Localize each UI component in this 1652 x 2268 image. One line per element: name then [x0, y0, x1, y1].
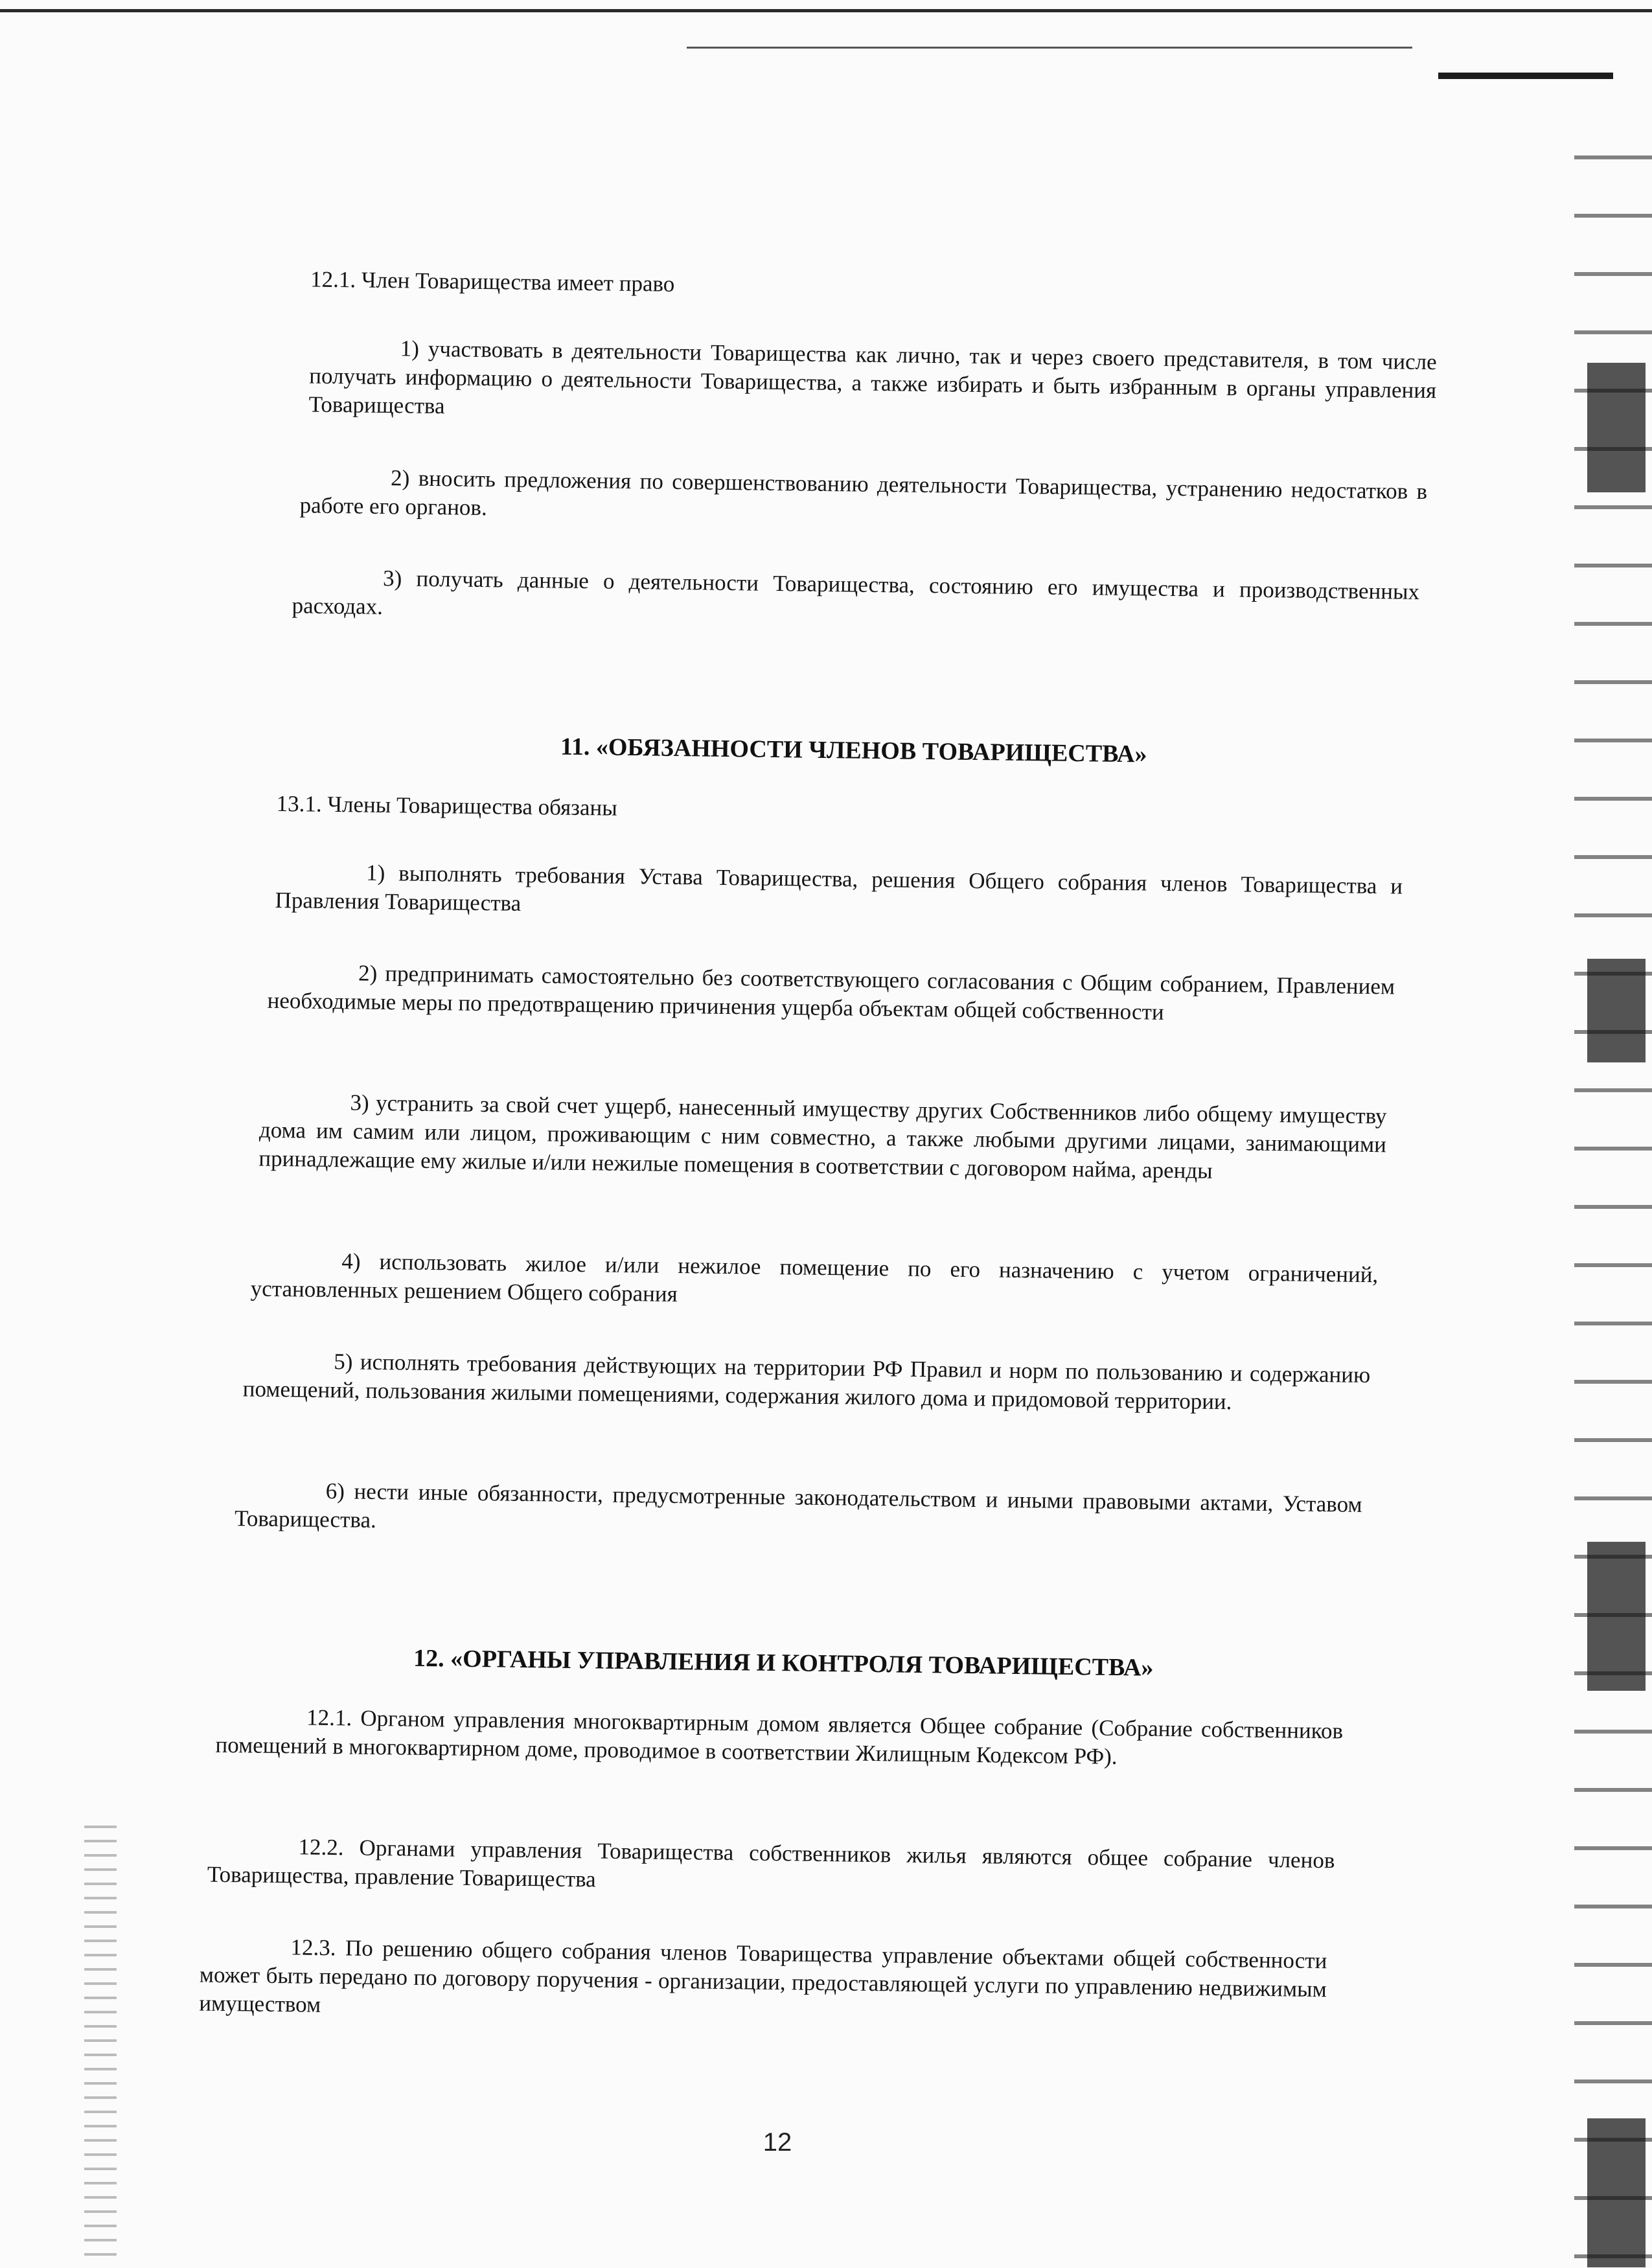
obligations-item-1: 1) выполнять требования Устава Товарищества, решения Общего собрания членов Товарищества и Правления Товарищества — [275, 860, 1403, 916]
obligations-item-5: 5) исполнять требования действующих на территории РФ Правил и норм по пользованию и содержанию помещений, пользования жилыми помещениями, содержания жилого дома и придомовой территории. — [242, 1349, 1371, 1415]
governance-item-3: 12.3. По решению общего собрания членов Товарищества управление объектами общей собственности может быть передано по договору поручения - организации, предоставляющей услуги по управлению недвижимым имуществом — [199, 1934, 1327, 2017]
governance-item-2: 12.2. Органами управления Товарищества собственников жилья являются общее собрание членов Товарищества, правление Товарищества — [207, 1834, 1335, 1892]
rights-intro: 12.1. Член Товарищества имеет право — [310, 266, 675, 297]
obligations-intro: 13.1. Члены Товарищества обязаны — [276, 790, 618, 821]
governance-item-1: 12.1. Органом управления многоквартирным домом является Общее собрание (Собрание собственников помещений в многоквартирном доме, проводимое в соответствии Жилищным Кодексом РФ). — [215, 1704, 1344, 1769]
page-number: 12 — [763, 2128, 792, 2157]
obligations-item-2: 2) предпринимать самостоятельно без соответствующего согласования с Общим собранием, Правлением необходимые меры по предотвращению причинения ущерба объектам общей собственности — [267, 960, 1395, 1025]
obligations-item-4: 4) использовать жилое и/или нежилое помещение по его назначению с учетом ограничений, установленных решением Общего собрания — [250, 1248, 1379, 1307]
obligations-item-3: 3) устранить за свой счет ущерб, нанесенный имуществу других Собственников либо общему имуществу дома им самим или лицом, проживающим с ним совместно, а также любыми другими лицами, занимающими принадлежащие ему жилые и/или нежилые помещения в соответствии с договором найма, аренды — [258, 1090, 1387, 1184]
rights-item-3: 3) получать данные о деятельности Товарищества, состоянию его имущества и производственных расходах. — [292, 565, 1420, 619]
section-12-heading: 12. «ОРГАНЫ УПРАВЛЕНИЯ И КОНТРОЛЯ ТОВАРИЩЕСТВА» — [413, 1644, 1154, 1682]
section-11-heading: 11. «ОБЯЗАННОСТИ ЧЛЕНОВ ТОВАРИЩЕСТВА» — [560, 733, 1147, 768]
rights-item-1: 1) участвовать в деятельности Товарищества как лично, так и через своего представителя, в том числе получать информацию о деятельности Товарищества, а также избирать и быть избранным в органы управления Товарищества — [308, 336, 1437, 419]
obligations-item-6: 6) нести иные обязанности, предусмотренные законодательством и иными правовыми актами, Уставом Товарищества. — [234, 1478, 1362, 1533]
rights-item-2: 2) вносить предложения по совершенствованию деятельности Товарищества, устранению недостатков в работе его органов. — [299, 465, 1428, 521]
